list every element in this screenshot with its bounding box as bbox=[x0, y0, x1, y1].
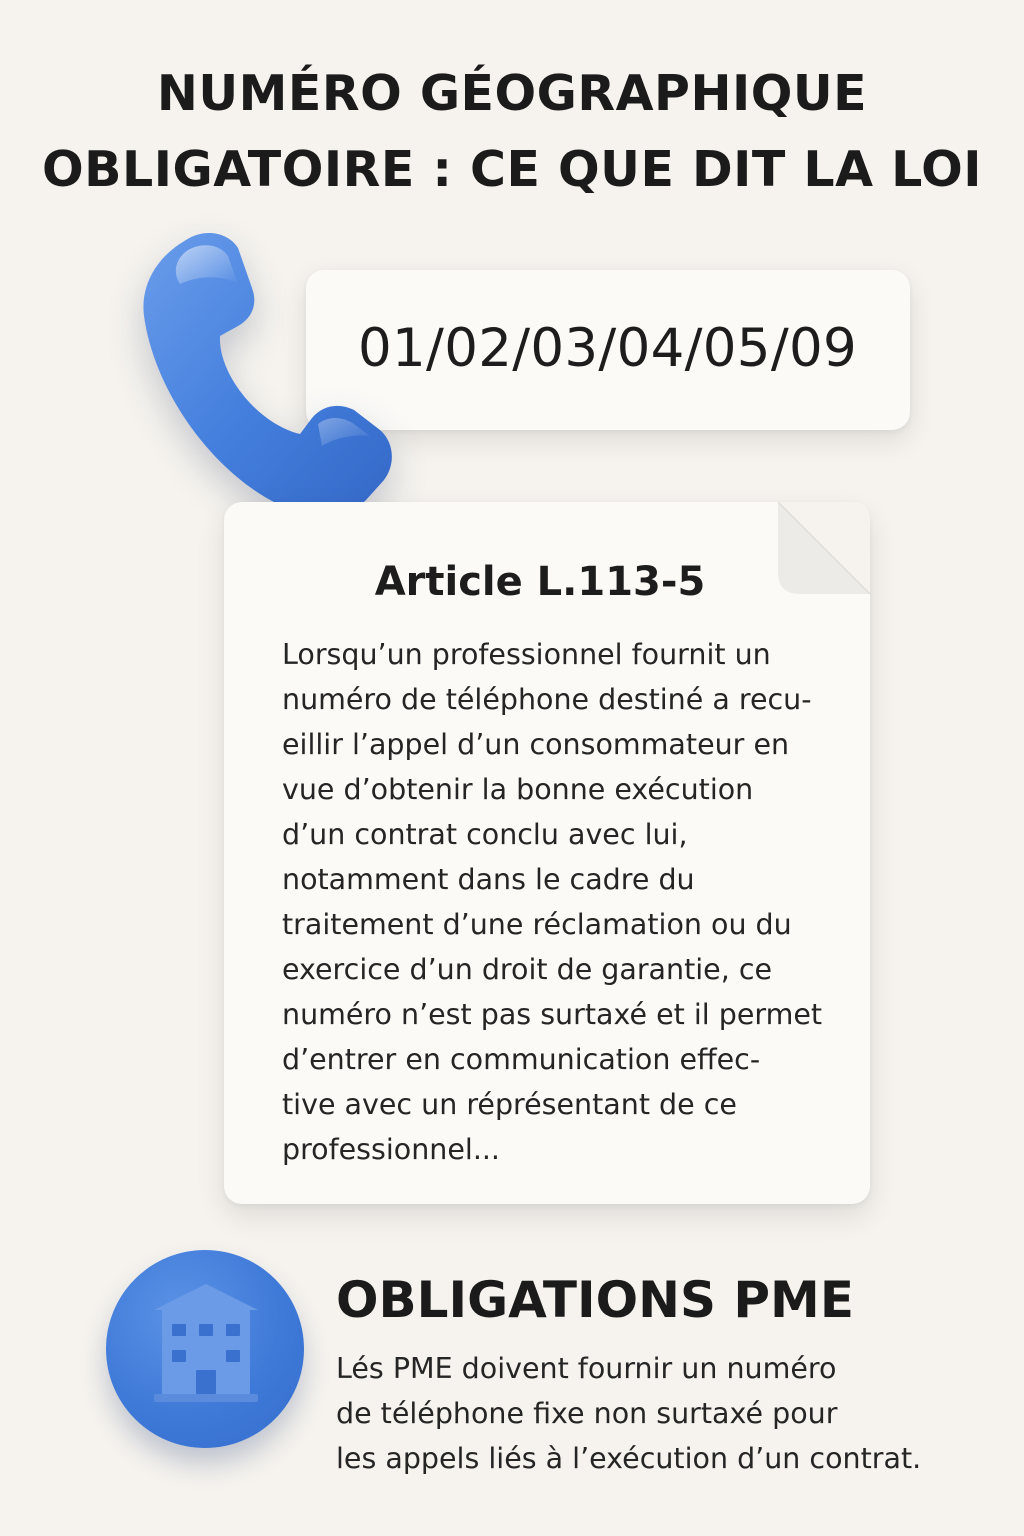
phone-handset-icon bbox=[128, 224, 408, 524]
article-line: notamment dans le cadre du bbox=[282, 863, 695, 896]
article-line: exercice d’un droit de garantie, ce bbox=[282, 953, 773, 986]
article-line: d’entrer en communication effec- bbox=[282, 1043, 761, 1076]
page-title-line-1: NUMÉRO GÉOGRAPHIQUE bbox=[156, 65, 868, 122]
building-icon bbox=[148, 1280, 264, 1406]
obligations-text bbox=[336, 1346, 921, 1481]
article-line: numéro n’est pas surtaxé et il permet bbox=[282, 998, 823, 1031]
article-line: tive avec un réprésentant de ce bbox=[282, 1088, 737, 1121]
article-line: vue d’obtenir la bonne exécution bbox=[282, 773, 754, 806]
article-line: numéro de téléphone destiné a recu- bbox=[282, 683, 812, 716]
article-line: eillir l’appel d’un consommateur en bbox=[282, 728, 790, 761]
phone-number: 01/02/03/04/05/09 bbox=[358, 318, 858, 379]
obligations-line: les appels liés à l’exécution d’un contrat. bbox=[336, 1442, 922, 1475]
article-card bbox=[224, 502, 870, 1204]
obligations-line: Lés PME doivent fournir un numéro bbox=[336, 1352, 837, 1385]
article-line: Lorsqu’un professionnel fournit un bbox=[282, 638, 771, 671]
article-line: professionnel... bbox=[282, 1133, 500, 1166]
obligations-title: OBLIGATIONS PME bbox=[336, 1271, 854, 1329]
page-title-line-2: OBLIGATOIRE : CE QUE DIT LA LOI bbox=[42, 141, 982, 198]
article-line: d’un contrat conclu avec lui, bbox=[282, 818, 688, 851]
article-text bbox=[282, 632, 862, 1172]
article-title: Article L.113-5 bbox=[374, 559, 706, 605]
building-badge bbox=[106, 1250, 304, 1448]
obligations-line: de téléphone fixe non surtaxé pour bbox=[336, 1397, 838, 1430]
article-line: traitement d’une réclamation ou du bbox=[282, 908, 792, 941]
page-title bbox=[40, 56, 984, 208]
